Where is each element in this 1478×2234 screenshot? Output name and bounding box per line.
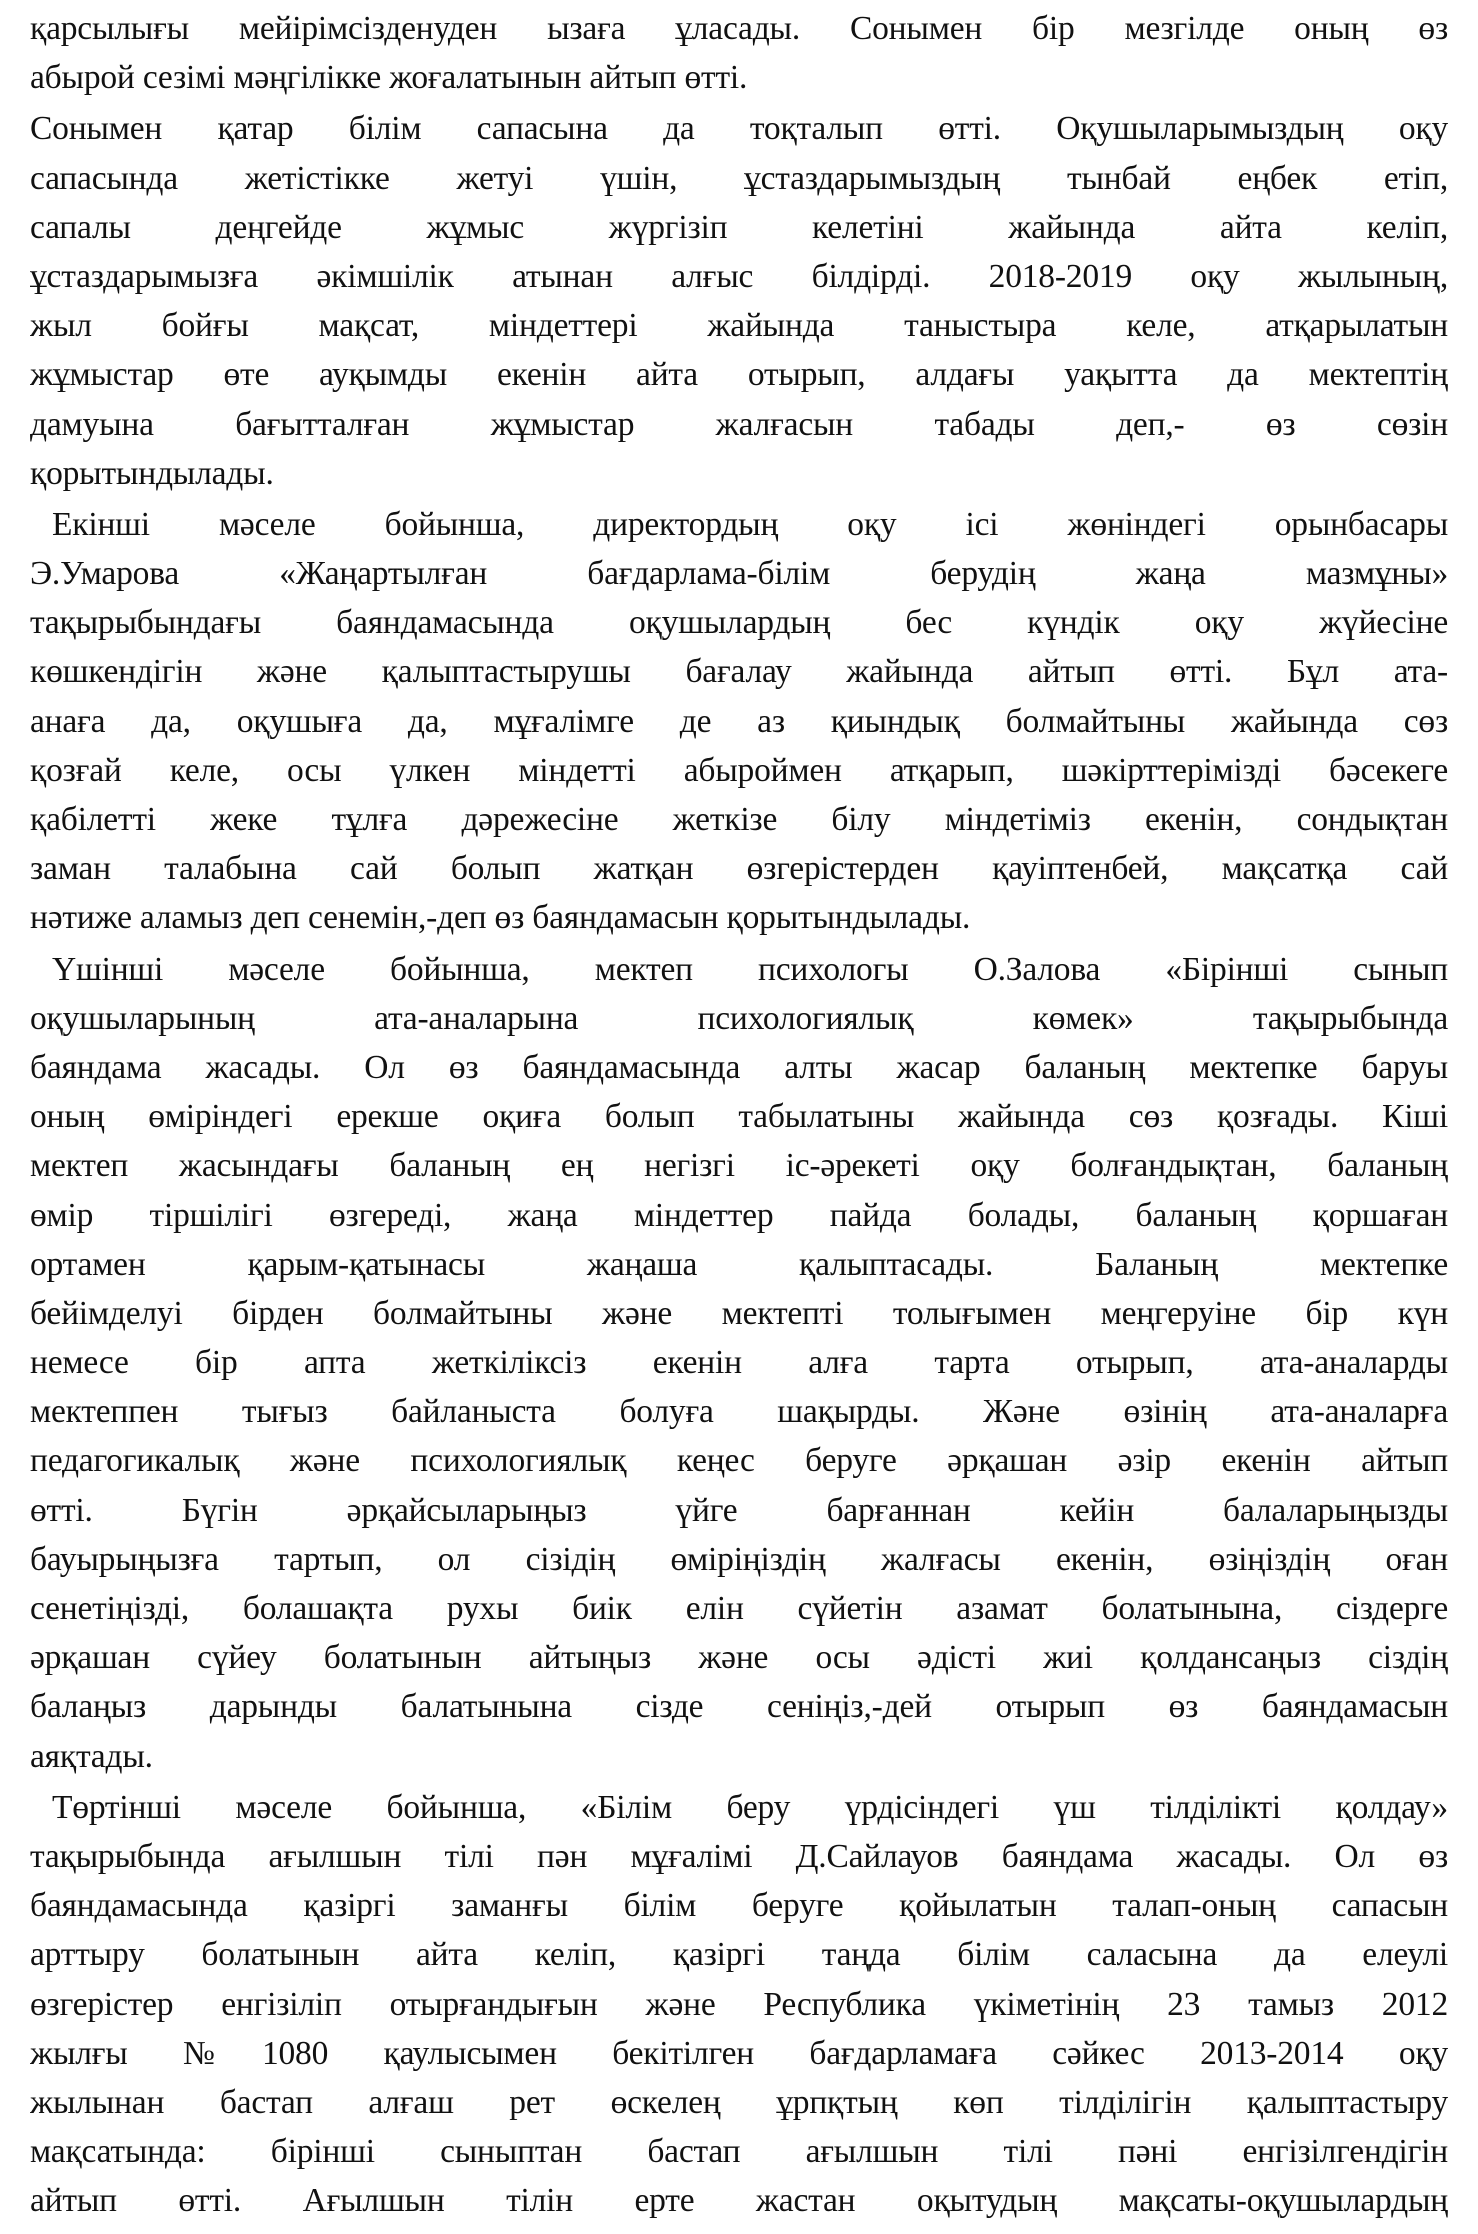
text-line: қабілетті жеке тұлға дәрежесіне жеткізе білу міндетіміз екенін, сондықтан: [30, 801, 1448, 838]
text-line: сапалы деңгейде жұмыс жүргізіп келетіні жайында айта келіп,: [30, 208, 1448, 246]
text-line: немесе бір апта жеткіліксіз екенін алға тарта отырып, ата-аналарды: [30, 1344, 1448, 1382]
paragraph: [30, 945, 1448, 1781]
text-line: әрқашан сүйеу болатынын айтыңыз және осы әдісті жиі қолдансаңыз сіздің: [30, 1639, 1448, 1677]
text-line: көшкендігін және қалыптастырушы бағалау жайында айтып өтті. Бұл ата-: [30, 653, 1448, 691]
text-line: мектеппен тығыз байланыста болуға шақырды. Және өзінің ата-аналарға: [30, 1393, 1448, 1431]
text-line: жылғы №1080 қаулысымен бекітілген бағдарламаға сәйкес 2013-2014 оқу: [30, 2034, 1448, 2072]
text-line: заман талабына сай болып жатқан өзгерістерден қауіптенбей, мақсатқа сай: [30, 850, 1448, 888]
text-line: арттыру болатынын айта келіп, қазіргі таңда білім саласына да елеулі: [30, 1936, 1448, 1974]
text-line: қозғай келе, осы үлкен міндетті абыроймен атқарып, шәкірттерімізді бәсекеге: [30, 751, 1448, 789]
text-line: аяқтады.: [30, 1737, 153, 1775]
text-line: тақырыбында ағылшын тілі пән мұғалімі Д.Сайлауов баяндама жасады. Ол өз: [30, 1837, 1448, 1875]
text-line: ұстаздарымызға әкімшілік атынан алғыс білдірді. 2018-2019 оқу жылының,: [30, 257, 1448, 295]
text-line: абырой сезімі мәңгілікке жоғалатынын айтып өтті.: [30, 59, 748, 97]
text-line: балаңыз дарынды балатынына сізде сеніңіз,-дей отырып өз баяндамасын: [30, 1688, 1448, 1726]
text-line: жұмыстар өте ауқымды екенін айта отырып, алдағы уақытта да мектептің: [30, 356, 1448, 394]
text-line: Екінші мәселе бойынша, директордың оқу ісі жөніндегі орынбасары: [52, 505, 1448, 543]
paragraph: [30, 500, 1448, 943]
paragraph: [30, 1783, 1448, 2226]
text-line: баяндама жасады. Ол өз баяндамасында алты жасар баланың мектепке баруы: [30, 1048, 1448, 1086]
text-line: жыл бойғы мақсат, міндеттері жайында таныстыра келе, атқарылатын: [30, 307, 1448, 345]
text-line: баяндамасында қазіргі заманғы білім беруге қойылатын талап-оның сапасын: [30, 1887, 1448, 1925]
document-page: [30, 4, 1448, 2225]
text-line: айтып өтті. Ағылшын тілін ерте жастан оқытудың мақсаты-оқушылардың: [30, 2182, 1448, 2220]
text-line: мақсатында: бірінші сыныптан бастап ағылшын тілі пәні енгізілгендігін: [30, 2133, 1448, 2171]
text-line: өтті. Бүгін әрқайсыларыңыз үйге барғаннан кейін балаларыңызды: [30, 1491, 1448, 1529]
text-line: тақырыбындағы баяндамасында оқушылардың бес күндік оқу жүйесіне: [30, 604, 1448, 642]
text-line: Э.Умарова «Жаңартылған бағдарлама-білім берудің жаңа мазмұны»: [30, 555, 1448, 593]
text-line: анаға да, оқушыға да, мұғалімге де аз қиындық болмайтыны жайында сөз: [30, 702, 1448, 740]
text-line: өмір тіршілігі өзгереді, жаңа міндеттер пайда болады, баланың қоршаған: [30, 1196, 1448, 1234]
text-line: бауырыңызға тартып, ол сізідің өміріңіздің жалғасы екенін, өзіңіздің оған: [30, 1540, 1448, 1578]
text-line: Үшінші мәселе бойынша, мектеп психологы О.Залова «Бірінші сынып: [52, 950, 1448, 988]
text-line: қарсылығы мейірімсізденуден ызаға ұласады. Сонымен бір мезгілде оның өз: [30, 10, 1448, 47]
text-line: өзгерістер енгізіліп отырғандығын және Республика үкіметінің 23 тамыз 2012: [30, 1985, 1448, 2023]
text-line: сенетіңізді, болашақта рухы биік елін сүйетін азамат болатынына, сіздерге: [30, 1590, 1448, 1627]
text-line: педагогикалық және психологиялық кеңес беруге әрқашан әзір екенін айтып: [30, 1442, 1448, 1480]
text-line: оның өміріндегі ерекше оқиға болып табылатыны жайында сөз қозғады. Кіші: [30, 1098, 1448, 1136]
paragraph: [30, 4, 1448, 102]
text-line: оқушыларының ата-аналарына психологиялық көмек» тақырыбында: [30, 999, 1448, 1037]
text-line: сапасында жетістікке жетуі үшін, ұстаздарымыздың тынбай еңбек етіп,: [30, 159, 1448, 197]
text-line: қорытындылады.: [30, 454, 274, 492]
text-line: Төртінші мәселе бойынша, «Білім беру үрдісіндегі үш тілділікті қолдау»: [52, 1788, 1448, 1826]
text-line: нәтиже аламыз деп сенемін,-деп өз баяндамасын қорытындылады.: [30, 899, 971, 937]
text-line: жылынан бастап алғаш рет өскелең ұрпқтың көп тілділігін қалыптастыру: [30, 2083, 1448, 2121]
text-line: Сонымен қатар білім сапасына да тоқталып өтті. Оқушыларымыздың оқу: [30, 110, 1448, 148]
text-line: мектеп жасындағы баланың ең негізгі іс-әрекеті оқу болғандықтан, баланың: [30, 1147, 1448, 1185]
text-line: дамуына бағытталған жұмыстар жалғасын табады деп,- өз сөзін: [30, 405, 1448, 443]
paragraph: [30, 104, 1448, 498]
text-line: ортамен қарым-қатынасы жаңаша қалыптасады. Баланың мектепке: [30, 1245, 1448, 1283]
text-line: бейімделуі бірден болмайтыны және мектепті толығымен меңгеруіне бір күн: [30, 1294, 1448, 1332]
